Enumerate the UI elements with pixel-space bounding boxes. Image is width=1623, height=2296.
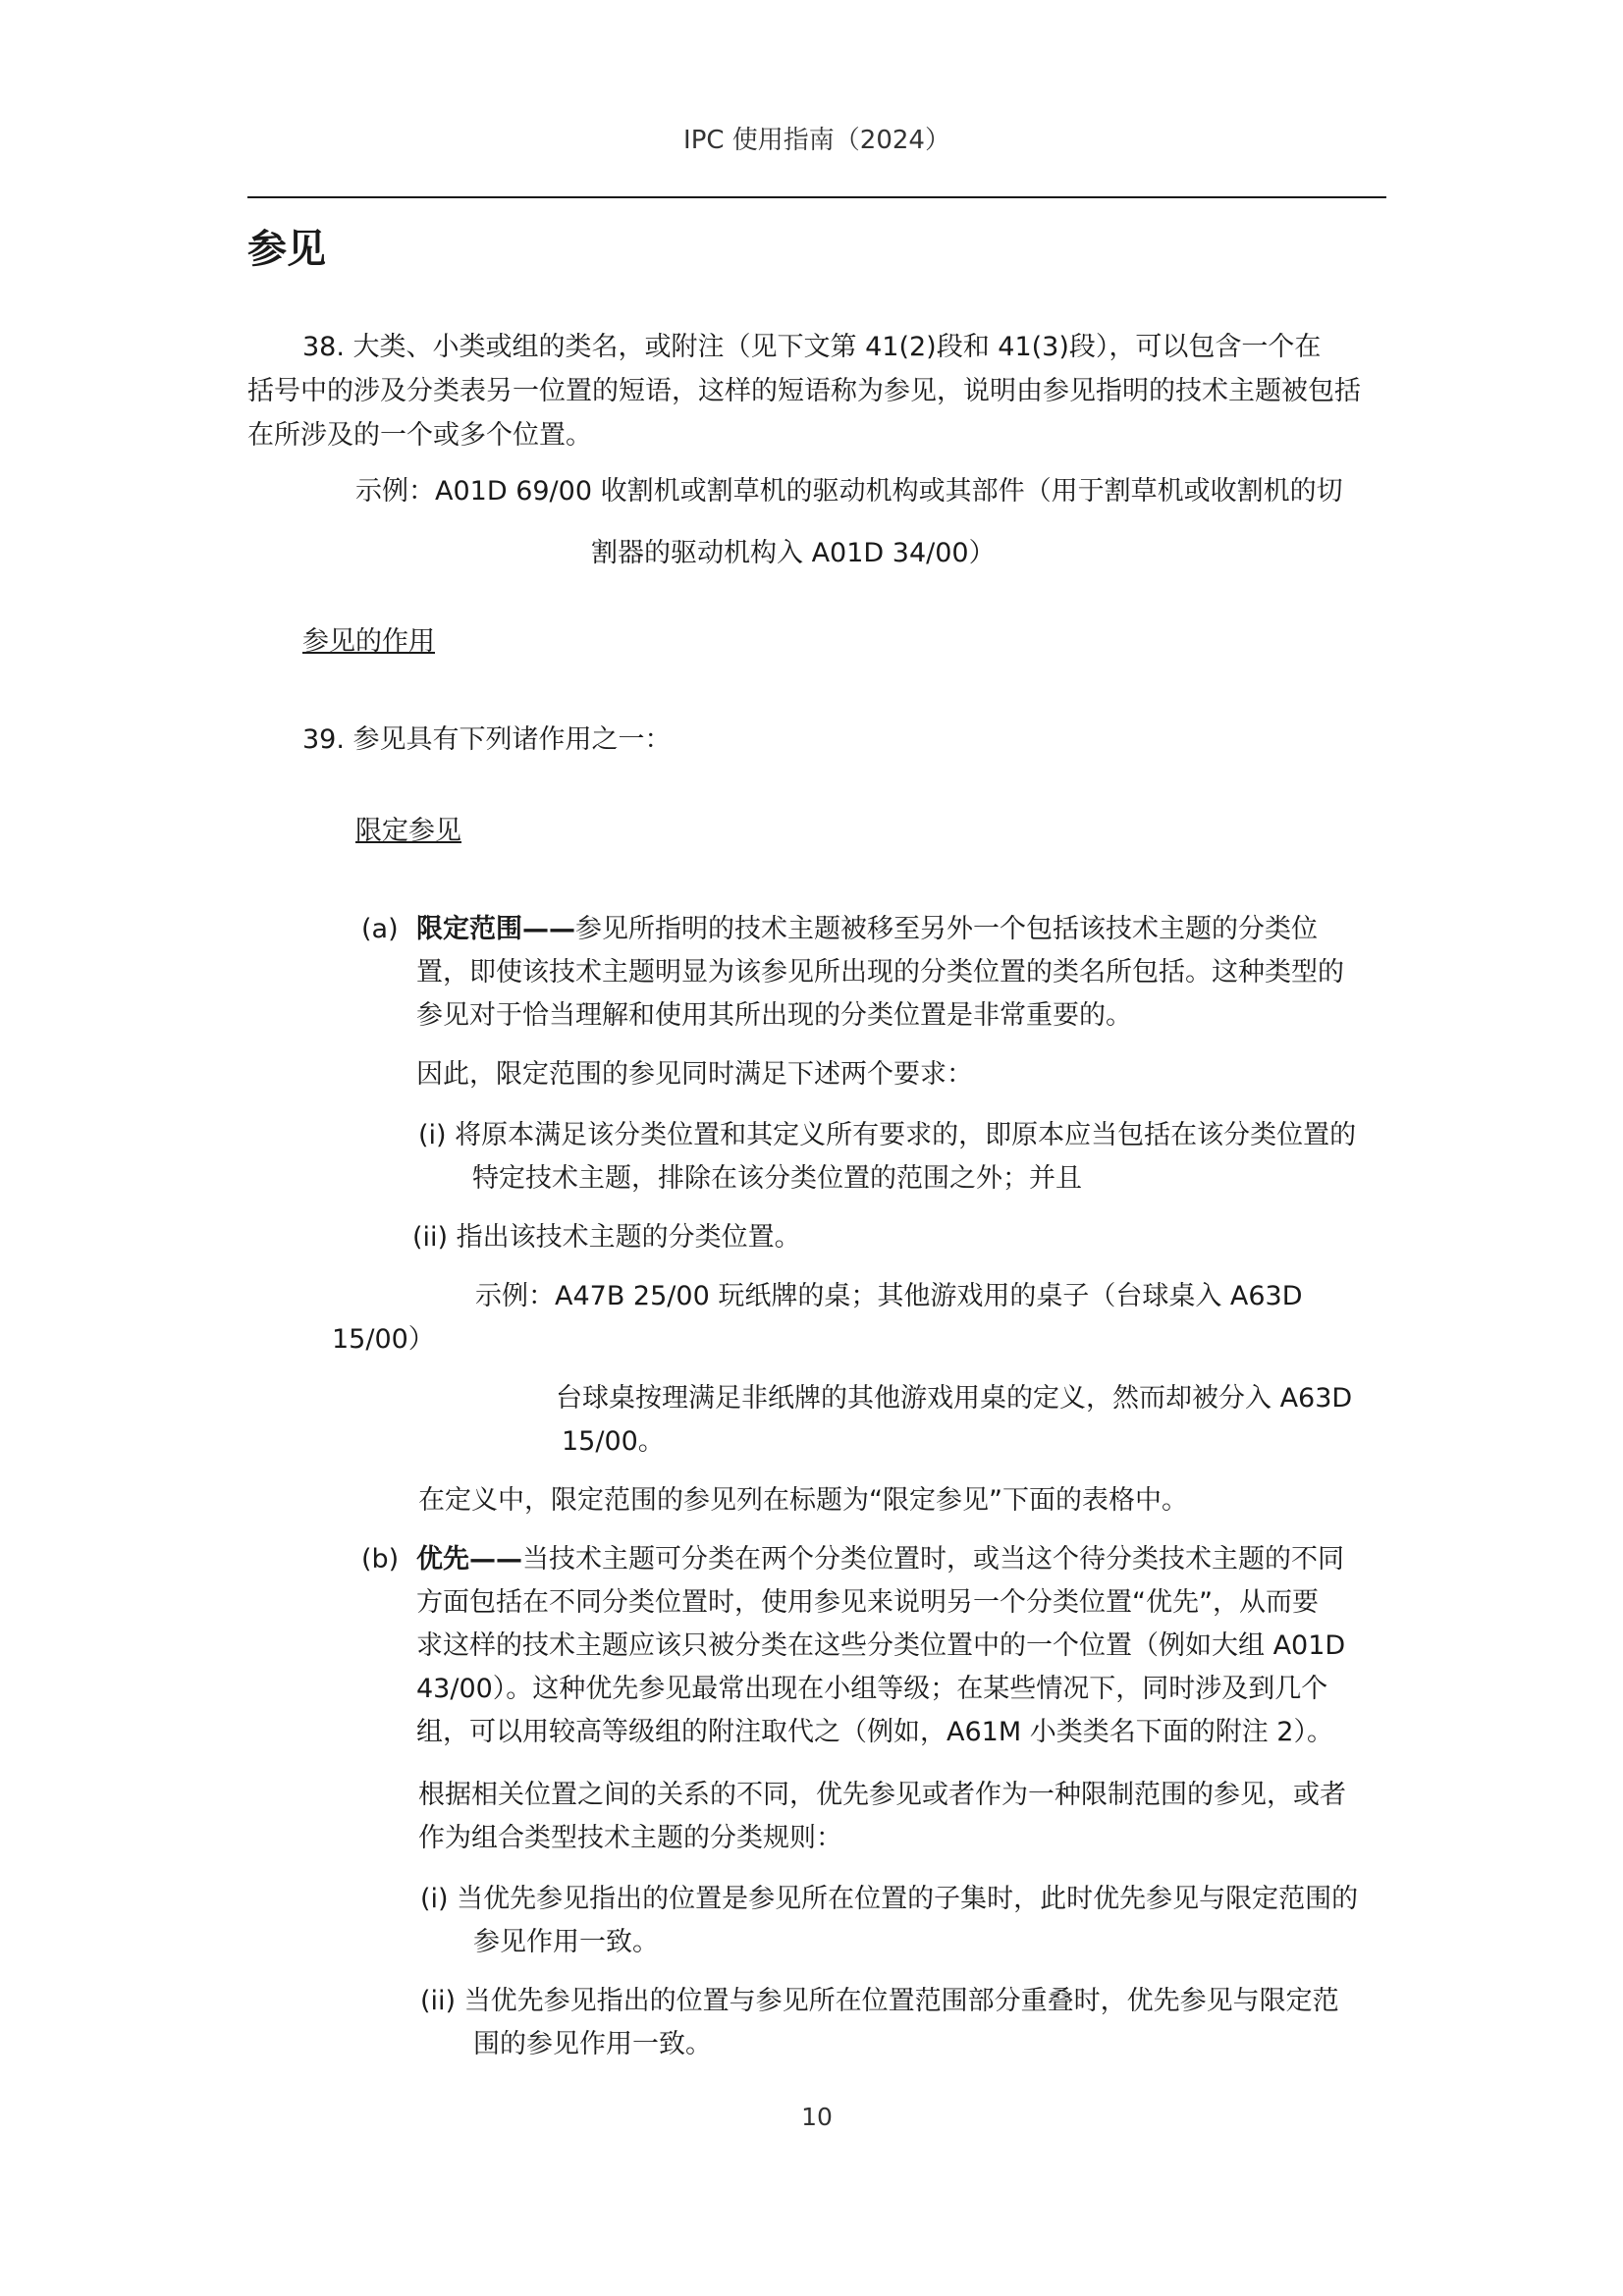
item-b-term: 优先—— bbox=[416, 1544, 522, 1575]
example1-line-2: 割器的驱动机构入 A01D 34/00） bbox=[591, 538, 996, 568]
item-b-line-1 bbox=[416, 1537, 1344, 1581]
item-a-definition-note: 在定义中，限定范围的参见列在标题为“限定参见”下面的表格中。 bbox=[418, 1485, 1188, 1516]
p38-line-2: 括号中的涉及分类表另一位置的短语，这样的短语称为参见，说明由参见指明的技术主题被包括 bbox=[247, 376, 1361, 406]
item-b-line-2: 方面包括在不同分类位置时，使用参见来说明另一个分类位置“优先”，从而要 bbox=[416, 1587, 1319, 1618]
p38-line-3: 在所涉及的一个或多个位置。 bbox=[247, 420, 592, 451]
item-b-sub-ii-line-2: 围的参见作用一致。 bbox=[473, 2029, 712, 2059]
item-a-term: 限定范围—— bbox=[416, 914, 575, 944]
item-b-line-1-text: 当技术主题可分类在两个分类位置时，或当这个待分类技术主题的不同 bbox=[522, 1544, 1344, 1575]
example1-line-1: 示例：A01D 69/00 收割机或割草机的驱动机构或其部件（用于割草机或收割机的切 bbox=[355, 476, 1343, 507]
item-a-line-1 bbox=[416, 907, 1318, 951]
section-title: 参见 bbox=[247, 227, 326, 272]
subheading-limiting: 限定参见 bbox=[355, 816, 461, 846]
item-b-sub-i-line-2: 参见作用一致。 bbox=[473, 1927, 659, 1957]
item-a-sub-ii: (ii) 指出该技术主题的分类位置。 bbox=[412, 1222, 801, 1253]
item-a-line-3: 参见对于恰当理解和使用其所出现的分类位置是非常重要的。 bbox=[416, 1000, 1132, 1031]
p39: 39. 参见具有下列诸作用之一： bbox=[302, 724, 672, 755]
item-a-example-line-2: 15/00） bbox=[332, 1324, 435, 1355]
item-a-label: (a) bbox=[361, 914, 399, 944]
subheading-role: 参见的作用 bbox=[302, 626, 435, 657]
item-a-explain-line-1: 台球桌按理满足非纸牌的其他游戏用桌的定义，然而却被分入 A63D bbox=[556, 1383, 1353, 1414]
item-b-line-4: 43/00）。这种优先参见最常出现在小组等级；在某些情况下，同时涉及到几个 bbox=[416, 1674, 1328, 1704]
page-number: 10 bbox=[801, 2103, 833, 2131]
item-b-relationship-line-2: 作为组合类型技术主题的分类规则： bbox=[418, 1823, 842, 1853]
header-rule bbox=[247, 196, 1386, 198]
item-a-sub-i-line-1: (i) 将原本满足该分类位置和其定义所有要求的，即原本应当包括在该分类位置的 bbox=[418, 1120, 1357, 1150]
item-a-therefore: 因此，限定范围的参见同时满足下述两个要求： bbox=[416, 1059, 973, 1090]
item-b-line-3: 求这样的技术主题应该只被分类在这些分类位置中的一个位置（例如大组 A01D bbox=[416, 1630, 1346, 1661]
item-a-example-line-1: 示例：A47B 25/00 玩纸牌的桌；其他游戏用的桌子（台球桌入 A63D bbox=[475, 1281, 1303, 1311]
item-b-label: (b) bbox=[361, 1544, 400, 1575]
item-a-explain-line-2: 15/00。 bbox=[562, 1426, 665, 1457]
p38-line-1: 38. 大类、小类或组的类名，或附注（见下文第 41(2)段和 41(3)段），可以包含一个在 bbox=[302, 332, 1322, 362]
item-b-line-5: 组，可以用较高等级组的附注取代之（例如，A61M 小类类名下面的附注 2）。 bbox=[416, 1717, 1333, 1747]
running-header: IPC 使用指南（2024） bbox=[683, 126, 950, 155]
item-b-sub-ii-line-1: (ii) 当优先参见指出的位置与参见所在位置范围部分重叠时，优先参见与限定范 bbox=[420, 1986, 1339, 2016]
item-a-sub-i-line-2: 特定技术主题，排除在该分类位置的范围之外；并且 bbox=[472, 1163, 1082, 1194]
item-a-line-2: 置，即使该技术主题明显为该参见所出现的分类位置的类名所包括。这种类型的 bbox=[416, 957, 1344, 988]
item-b-sub-i-line-1: (i) 当优先参见指出的位置是参见所在位置的子集时，此时优先参见与限定范围的 bbox=[420, 1884, 1359, 1914]
item-a-line-1-text: 参见所指明的技术主题被移至另外一个包括该技术主题的分类位 bbox=[575, 914, 1318, 944]
item-b-relationship-line-1: 根据相关位置之间的关系的不同，优先参见或者作为一种限制范围的参见，或者 bbox=[418, 1780, 1346, 1810]
